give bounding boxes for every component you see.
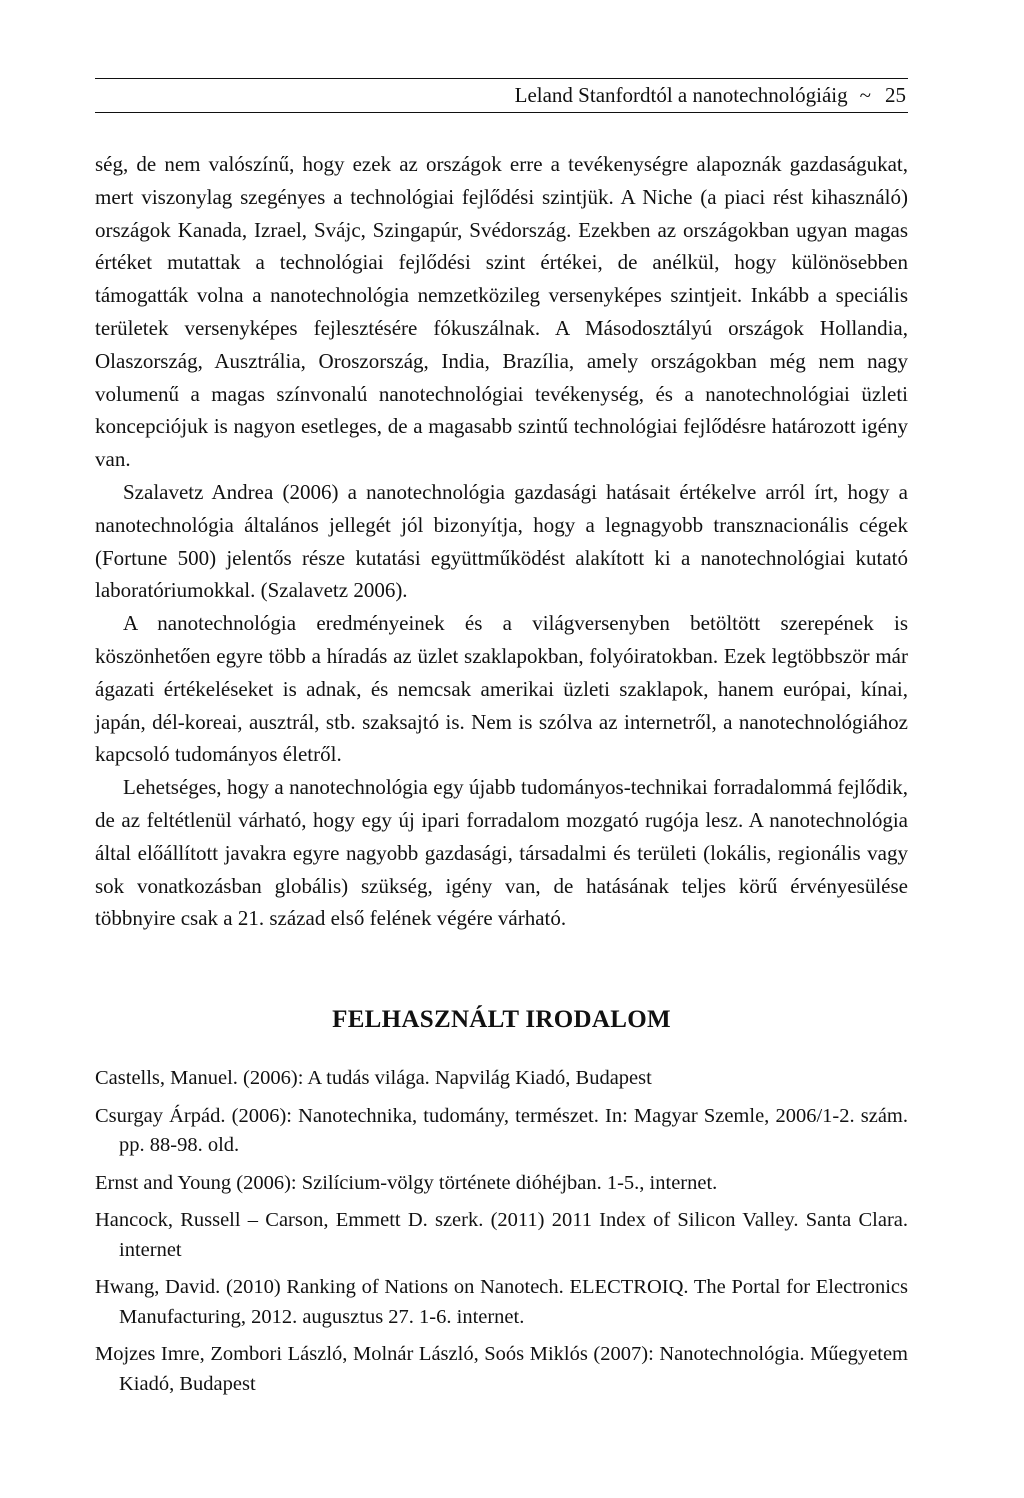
reference-item: Ernst and Young (2006): Szilícium-völgy története dióhéjban. 1-5., internet. — [95, 1171, 718, 1194]
running-title: Leland Stanfordtól a nanotechnológiáig — [514, 83, 848, 107]
reference-item: Mojzes Imre, Zombori László, Molnár László, Soós Miklós (2007): Nanotechnológia. Műegyetem Kiadó, Budapest — [95, 1343, 908, 1395]
references-title: FELHASZNÁLT IRODALOM — [332, 1006, 671, 1033]
reference-list — [95, 1064, 908, 1407]
paragraph: A nanotechnológia eredményeinek és a világversenyben betöltött szerepének is köszönhetően egyre több a híradás az üzlet szaklapokban, folyóiratokban. Ezek legtöbbször már ágazati értékeléseket is adnak, és nemcsak amerikai üzleti szaklapok, hanem európai, kínai, japán, dél-koreai, ausztrál, stb. szaksajtó is. Nem is szólva az internetről, a nanotechnológiához kapcsoló tudományos életről. — [95, 611, 908, 767]
header-separator: ~ — [859, 83, 871, 107]
page-number: 25 — [885, 83, 906, 107]
paragraph: ség, de nem valószínű, hogy ezek az országok erre a tevékenységre alapoznák gazdaságukat, mert viszonylag szegényes a technológiai fejlődési szintjük. A Niche (a piaci rést kihasználó) országok Kanada, Izrael, Svájc, Szingapúr, Svédország. Ezekben az országokban ugyan magas értéket mutattak a technológiai fejlődési szint értékei, de anélkül, hogy különösebben támogatták volna a nanotechnológia nemzetközileg versenyképes szintjeit. Inkább a speciális területek versenyképes fejlesztésére fókuszálnak. A Másodosztályú országok Hollandia, Olaszország, Ausztrália, Oroszország, India, Brazília, amely országokban még nem nagy volumenű a magas színvonalú nanotechnológiai tevékenység, és a nanotechnológiai üzleti koncepciójuk is nagyon esetleges, de a magasabb szintű technológiai fejlődésre határozott igény van. — [95, 152, 908, 472]
body-text — [95, 148, 908, 935]
reference-item: Hwang, David. (2010) Ranking of Nations on Nanotech. ELECTROIQ. The Portal for Electronics Manufacturing, 2012. augusztus 27. 1-6. internet. — [95, 1276, 908, 1328]
running-header — [95, 78, 908, 113]
paragraph: Szalavetz Andrea (2006) a nanotechnológia gazdasági hatásait értékelve arról írt, hogy a nanotechnológia általános jellegét jól bizonyítja, hogy a legnagyobb transznacionális cégek (Fortune 500) jelentős része kutatási együttműködést alakított ki a nanotechnológiai kutató laboratóriumokkal. (Szalavetz 2006). — [95, 479, 908, 603]
reference-item: Hancock, Russell – Carson, Emmett D. szerk. (2011) 2011 Index of Silicon Valley. Santa Clara. internet — [95, 1209, 908, 1261]
reference-item: Csurgay Árpád. (2006): Nanotechnika, tudomány, természet. In: Magyar Szemle, 2006/1-2. szám. pp. 88-98. old. — [95, 1104, 908, 1156]
reference-item: Castells, Manuel. (2006): A tudás világa. Napvilág Kiadó, Budapest — [95, 1067, 652, 1089]
paragraph: Lehetséges, hogy a nanotechnológia egy újabb tudományos-technikai forradalommá fejlődik, de az feltétlenül várható, hogy egy új ipari forradalom mozgató rugója lesz. A nanotechnológia által előállított javakra egyre nagyobb gazdasági, társadalmi és területi (lokális, regionális vagy sok vonatkozásban globális) szükség, igény van, de hatásának teljes körű érvényesülése többnyire csak a 21. század első felének végére várható. — [95, 775, 908, 931]
